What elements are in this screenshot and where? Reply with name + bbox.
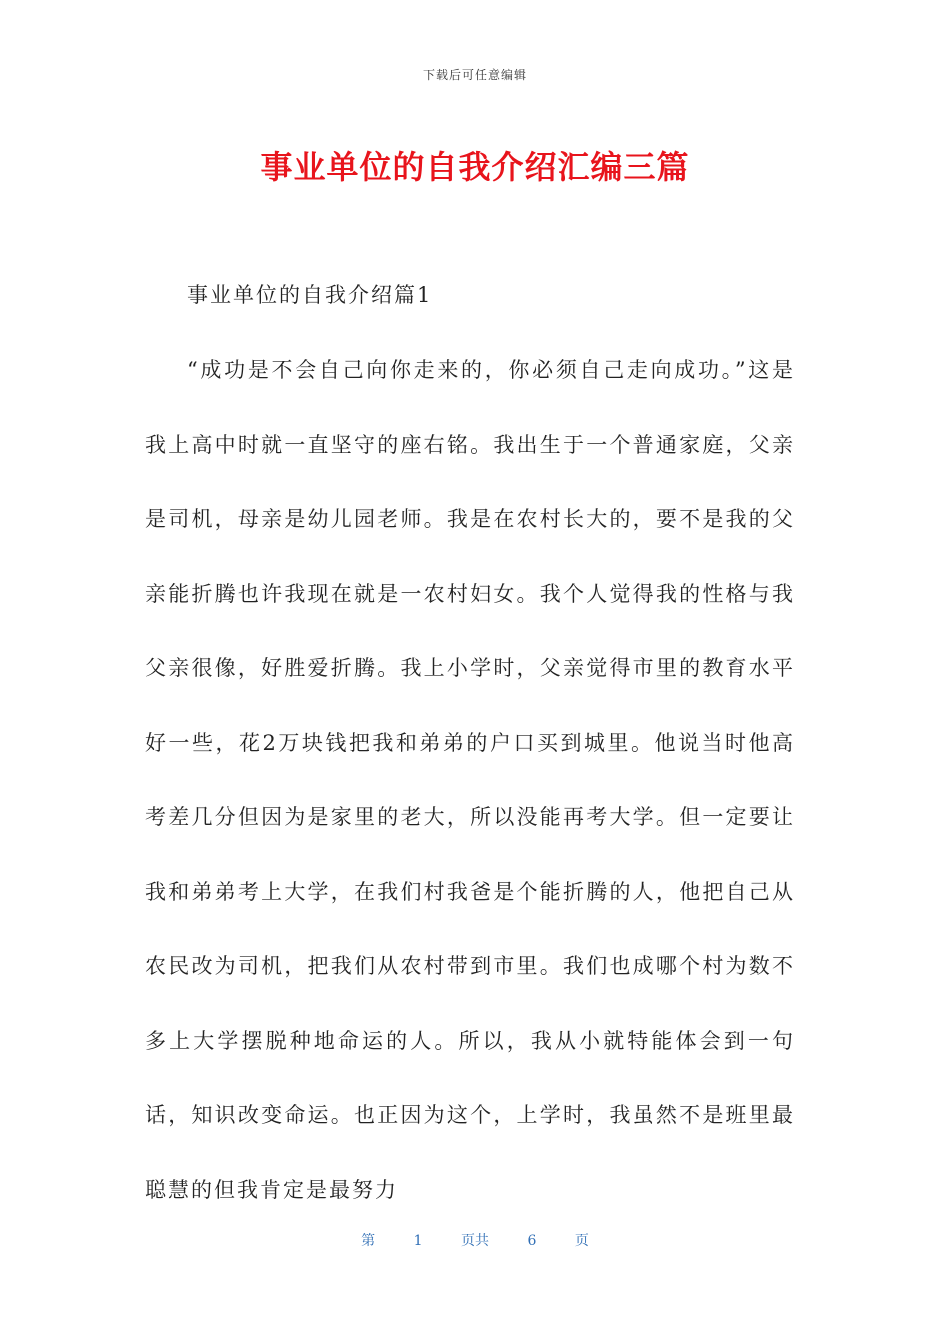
page-label-mid: 页共 <box>461 1233 489 1249</box>
page-footer <box>0 1230 950 1250</box>
document-title: 事业单位的自我介绍汇编三篇 <box>260 148 690 186</box>
document-body <box>145 277 795 1227</box>
header-note: 下载后可任意编辑 <box>422 68 527 82</box>
page-label-suffix: 页 <box>574 1233 589 1249</box>
total-pages: 6 <box>527 1233 537 1249</box>
section-heading: 事业单位的自我介绍篇1 <box>187 283 433 307</box>
page-number: 1 <box>413 1233 423 1249</box>
page-label-prefix: 第 <box>361 1233 376 1249</box>
body-paragraph: “成功是不会自己向你走来的，你必须自己走向成功。”这是我上高中时就一直坚守的座右铭。我出生于一个普通家庭，父亲是司机，母亲是幼儿园老师。我是在农村长大的，要不是我的父亲能折腾也许我现在就是一农村妇女。我个人觉得我的性格与我父亲很像，好胜爱折腾。我上小学时，父亲觉得市里的教育水平好一些，花2万块钱把我和弟弟的户口买到城里。他说当时他高考差几分但因为是家里的老大，所以没能再考大学。但一定要让我和弟弟考上大学，在我们村我爸是个能折腾的人，他把自己从农民改为司机，把我们从农村带到市里。我们也成哪个村为数不多上大学摆脱种地命运的人。所以，我从小就特能体会到一句话，知识改变命运。也正因为这个，上学时，我虽然不是班里最聪慧的但我肯定是最努力 <box>145 358 795 1202</box>
